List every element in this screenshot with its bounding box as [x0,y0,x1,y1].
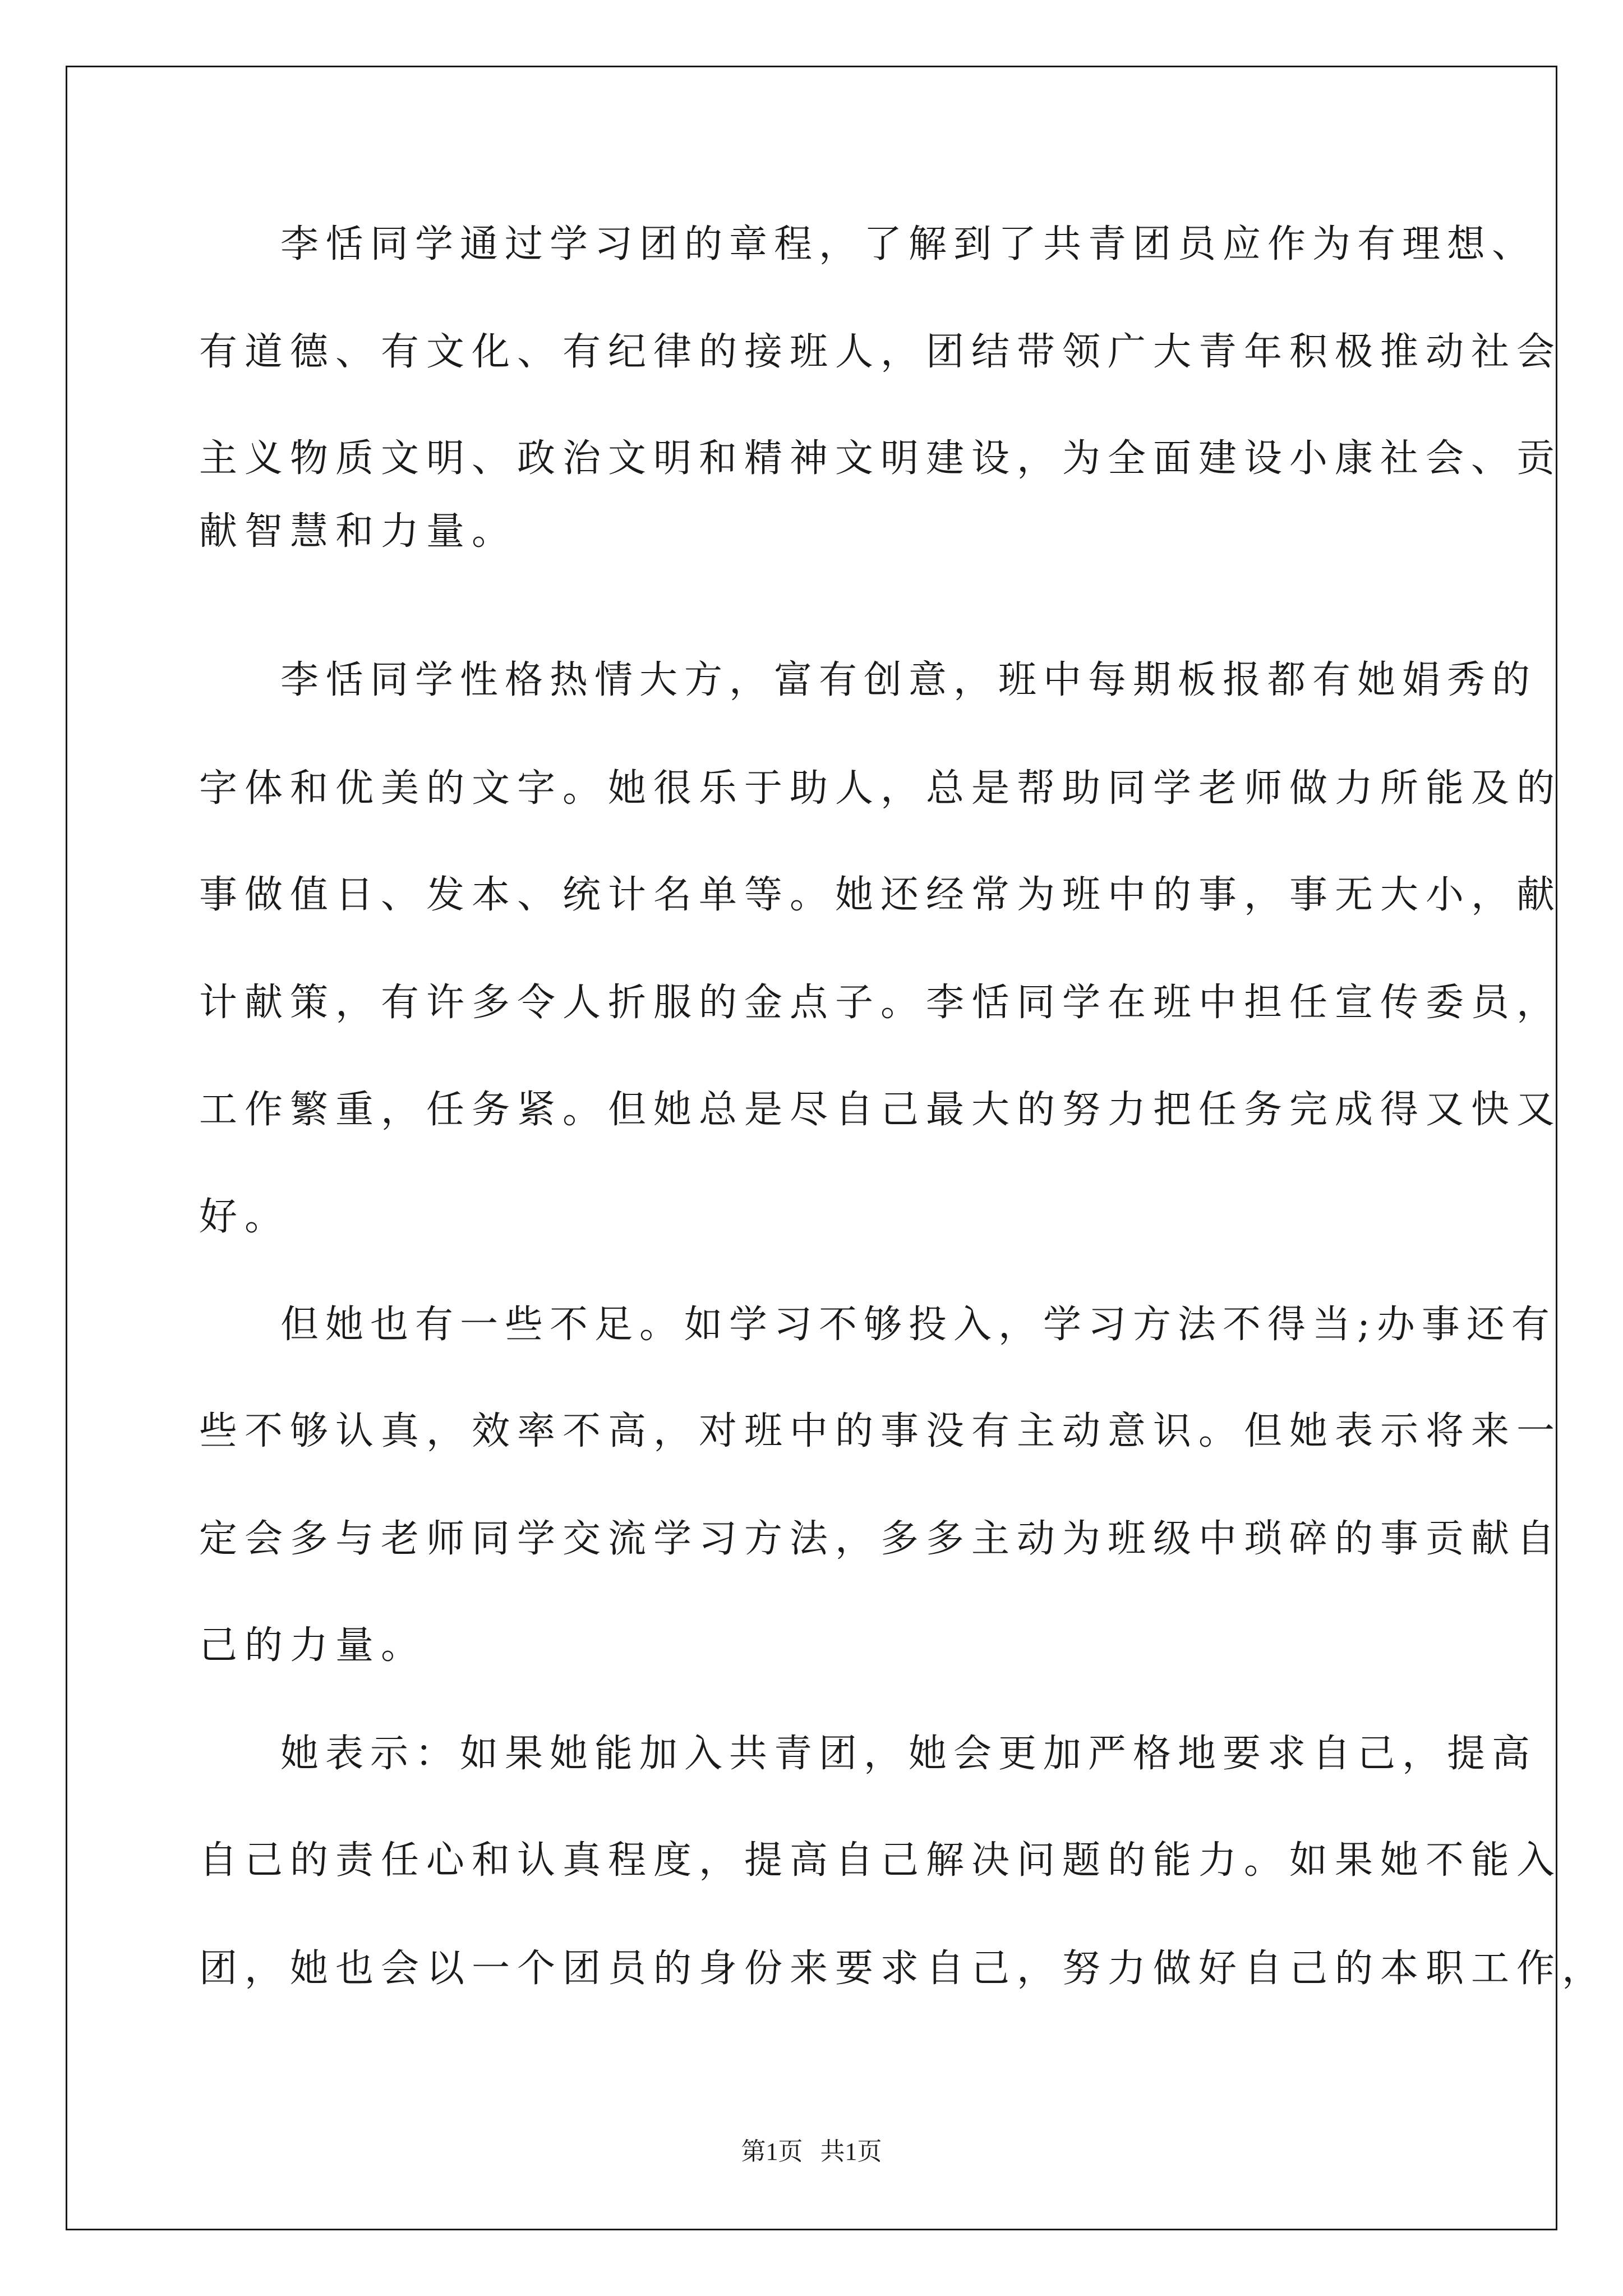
paragraph-line: 有道德、有文化、有纪律的接班人，团结带领广大青年积极推动社会 [199,330,1562,374]
paragraph-line: 工作繁重，任务紧。但她总是尽自己最大的努力把任务完成得又快又 [199,1088,1562,1132]
paragraph-line: 李恬同学性格热情大方，富有创意，班中每期板报都有她娟秀的 [280,658,1537,702]
paragraph-line: 己的力量。 [199,1623,427,1668]
paragraph-line: 李恬同学通过学习团的章程，了解到了共青团员应作为有理想、 [280,222,1537,266]
paragraph-line: 字体和优美的文字。她很乐于助人，总是帮助同学老师做力所能及的 [199,766,1562,811]
paragraph-line: 计献策，有许多令人折服的金点子。李恬同学在班中担任宣传委员， [199,981,1562,1025]
paragraph-line: 自己的责任心和认真程度，提高自己解决问题的能力。如果她不能入 [199,1838,1562,1883]
paragraph-line: 主义物质文明、政治文明和精神文明建设，为全面建设小康社会、贡 [199,436,1562,481]
paragraph-line: 献智慧和力量。 [199,509,518,554]
page-footer [0,2135,1623,2169]
paragraph-line: 但她也有一些不足。如学习不够投入，学习方法不得当;办事还有 [280,1303,1556,1347]
paragraph-line: 好。 [199,1195,291,1239]
paragraph-line: 团，她也会以一个团员的身份来要求自己，努力做好自己的本职工作， [199,1947,1608,1991]
paragraph-line: 些不够认真，效率不高，对班中的事没有主动意识。但她表示将来一 [199,1409,1562,1453]
page-number: 第1页 [741,2138,803,2165]
page-border [66,66,1557,2230]
page-total: 共1页 [820,2138,882,2165]
paragraph-line: 事做值日、发本、统计名单等。她还经常为班中的事，事无大小，献 [199,873,1562,917]
paragraph-line: 定会多与老师同学交流学习方法，多多主动为班级中琐碎的事贡献自 [199,1517,1562,1561]
paragraph-line: 她表示：如果她能加入共青团，她会更加严格地要求自己，提高 [280,1732,1537,1776]
